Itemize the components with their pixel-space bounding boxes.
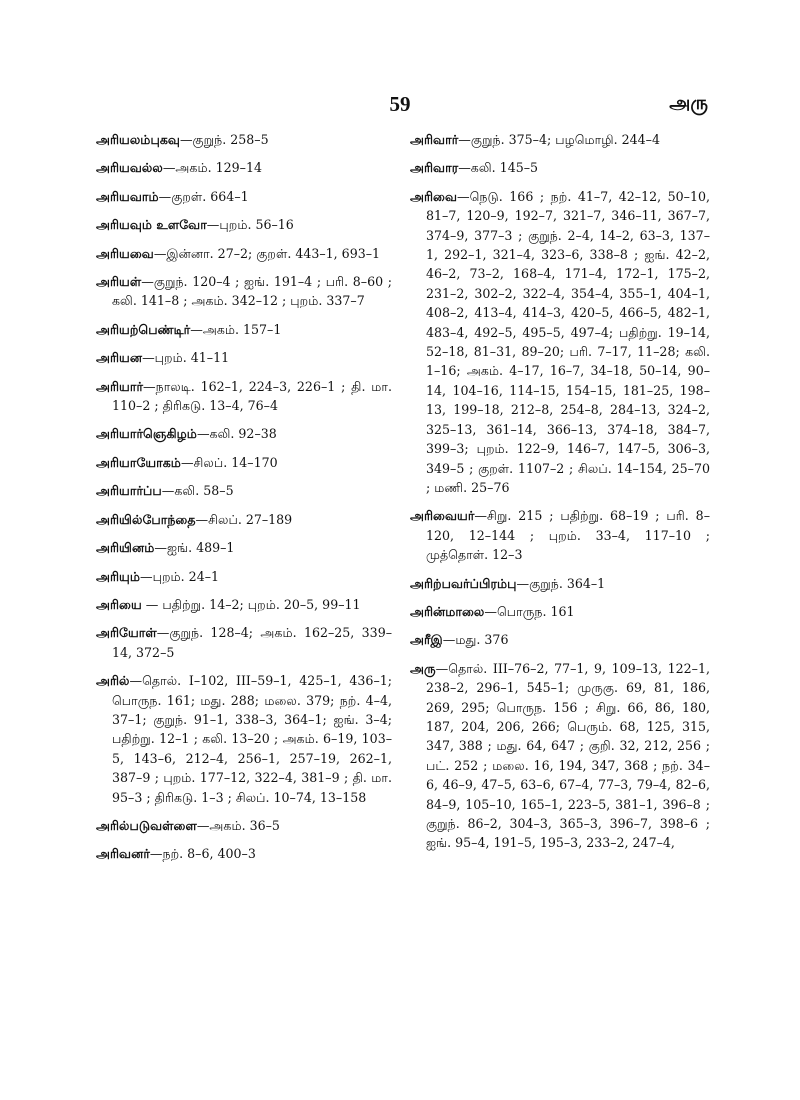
entry-references: —கலி. 58–5 — [161, 483, 234, 499]
entry-headword: அரிவார் — [410, 132, 459, 147]
index-entry — [96, 567, 392, 586]
entry-references: —சிறு. 215 ; பதிற்று. 68–19 ; பரி. 8–120, 12–144 ; புறம். 33–4, 117–10 ; முத்தொள். 12–3 — [426, 508, 710, 563]
entry-headword: அரியோள் — [96, 625, 157, 641]
right-column — [410, 130, 710, 862]
entry-references: —பொருந. 161 — [484, 603, 575, 619]
entry-references: —தொல். III–76–2, 77–1, 9, 109–13, 122–1, 238–2, 296–1, 545–1; முருகு. 69, 81, 186, 269, 295; பொருந. 156 ; சிறு. 66, 86, 180, 187, 204, 206, 266; பெரும். 68, 125, 315, 347, 388 ; மது. 64, 647 ; குறி. 32, 212, 256 ; பட். 252 ; மலை. 16, 194, 347, 368 ; நற். 34–6, 46–9, 47–5, 63–6, 67–4, 77–3, 79–4, 82–6, 84–9, 105–10, 165–1, 223–5, 381–1, 396–8 ; குறுந். 86–2, 304–3, 365–3, 396–7, 398–6 ; ஐங். 95–4, 191–5, 195–3, 233–2, 247–4, — [426, 660, 710, 851]
page-number: 59 — [389, 92, 411, 116]
entry-references: —கலி. 92–38 — [196, 426, 277, 442]
entry-headword: அரில்படுவள்ளை — [96, 817, 197, 833]
index-entry — [96, 595, 392, 614]
entry-references: —நெடு. 166 ; நற். 41–7, 42–12, 50–10, 81–7, 120–9, 192–7, 321–7, 346–11, 367–7, 374–9, 377–3 ; குறுந். 2–4, 14–2, 63–3, 137–1, 292–1, 321–4, 323–6, 338–8 ; ஐங். 42–2, 46–2, 73–2, 168–4, 171–4, 172–1, 175–2, 231–2, 302–2, 322–4, 354–4, 355–1, 404–1, 408–2, 413–4, 414–3, 420–5, 466–5, 482–1, 483–4, 492–5, 495–5, 497–4; பதிற்று. 19–14, 52–18, 81–31, 89–20; பரி. 7–17, 11–28; கலி. 1–16; அகம். 4–17, 16–7, 34–18, 50–14, 90–14, 104–16, 114–15, 154–15, 181–25, 198–13, 199–18, 212–8, 254–8, 284–13, 324–2, 325–13, 361–14, 366–13, 374–18, 384–7, 399–3; புறம். 122–9, 146–7, 147–5, 306–3, 349–5 ; குறள். 1107–2 ; சிலப். 14–154, 25–70 ; மணி. 25–76 — [426, 188, 710, 495]
index-entry — [96, 377, 392, 416]
entry-headword: அரியள் — [96, 274, 142, 290]
entry-headword: அரில் — [96, 673, 130, 689]
entry-references: — பதிற்று. 14–2; புறம். 20–5, 99–11 — [141, 596, 361, 612]
index-entry — [96, 481, 392, 500]
entry-references: —புறம். 41–11 — [142, 350, 230, 366]
index-entry — [410, 187, 710, 498]
entry-references: —புறம். 24–1 — [140, 568, 220, 584]
entry-references: —நாலடி. 162–1, 224–3, 226–1 ; தி. மா. 110–2 ; திரிகடு. 13–4, 76–4 — [112, 378, 392, 414]
index-entry — [96, 538, 392, 557]
entry-references: —குறுந். 128–4; அகம். 162–25, 339–14, 372–5 — [112, 625, 392, 660]
entry-headword: அரியவை — [96, 245, 154, 261]
entry-references: —இன்னா. 27–2; குறள். 443–1, 693–1 — [153, 245, 381, 261]
index-entry — [96, 215, 392, 234]
entry-headword: அரியவல்ல — [96, 160, 163, 176]
entry-references: —ஐங். 489–1 — [154, 540, 235, 556]
entry-references: —அகம். 129–14 — [162, 160, 262, 176]
entry-headword: அரியன — [96, 350, 143, 366]
index-entry — [96, 320, 392, 339]
entry-headword: அரியை — [96, 596, 142, 612]
entry-headword: அரிவனர் — [96, 846, 150, 862]
index-entry — [410, 158, 710, 177]
entry-references: —சிலப். 14–170 — [180, 454, 278, 470]
entry-references: —குறள். 664–1 — [158, 188, 249, 204]
running-head: அரு — [669, 92, 708, 114]
index-entry — [410, 659, 710, 853]
entry-references: —குறுந். 375–4; பழமொழி. 244–4 — [458, 132, 660, 147]
index-entry — [410, 574, 710, 593]
entry-references: —சிலப். 27–189 — [195, 511, 293, 527]
entry-headword: அரிவை — [410, 188, 458, 204]
entry-references: —தொல். I–102, III–59–1, 425–1, 436–1; பொருந. 161; மது. 288; மலை. 379; நற். 4–4, 37–1; குறுந். 91–1, 338–3, 364–1; ஐங். 3–4; பதிற்று. 12–1 ; கலி. 13–20 ; அகம். 6–19, 103–5, 143–6, 212–4, 256–1, 257–19, 262–1, 387–9 ; புறம். 177–12, 322–4, 381–9 ; தி. மா. 95–3 ; திரிகடு. 1–3 ; சிலப். 10–74, 13–158 — [112, 673, 392, 805]
index-entry — [96, 348, 392, 367]
entry-references: —குறுந். 120–4 ; ஐங். 191–4 ; பரி. 8–60 ; கலி. 141–8 ; அகம். 342–12 ; புறம். 337–7 — [112, 274, 392, 309]
left-column — [96, 130, 392, 873]
entry-headword: அரியவாம் — [96, 188, 159, 204]
index-entry — [410, 130, 710, 149]
entry-headword: அரிற்பவர்ப்பிரம்பு — [410, 575, 517, 591]
index-entry — [96, 130, 392, 149]
entry-headword: அரியார்ஞெகிழம் — [96, 426, 197, 442]
entry-headword: அரியற்பெண்டிர் — [96, 321, 191, 337]
entry-references: —குறுந். 364–1 — [516, 575, 606, 591]
index-entry — [96, 158, 392, 177]
entry-references: —நற். 8–6, 400–3 — [149, 846, 256, 862]
entry-headword: அரியில்போந்தை — [96, 511, 196, 527]
entry-references: —அகம். 36–5 — [196, 817, 280, 833]
index-entry — [96, 671, 392, 807]
entry-headword: அரு — [410, 660, 436, 676]
index-entry — [410, 506, 710, 564]
entry-headword: அரியலம்புகவு — [96, 132, 180, 147]
entry-headword: அரியவும் உளவோ — [96, 217, 207, 233]
index-entry — [96, 424, 392, 443]
entry-headword: அரிவார — [410, 160, 459, 176]
entry-references: —கலி. 145–5 — [458, 160, 539, 176]
index-entry — [96, 244, 392, 263]
index-entry — [96, 272, 392, 311]
index-entry — [96, 510, 392, 529]
entry-headword: அரின்மாலை — [410, 603, 485, 619]
entry-headword: அரியும் — [96, 568, 140, 584]
entry-references: —குறுந். 258–5 — [179, 132, 269, 147]
index-entry — [96, 623, 392, 662]
entry-headword: அரியார் — [96, 378, 144, 394]
entry-headword: அரியார்ப்ப — [96, 483, 162, 499]
entry-headword: அரிவையர் — [410, 508, 475, 524]
index-entry — [96, 844, 392, 863]
entry-references: —புறம். 56–16 — [206, 217, 294, 233]
entry-headword: அரியினம் — [96, 540, 155, 556]
index-entry — [96, 816, 392, 835]
index-entry — [96, 187, 392, 206]
index-entry — [410, 630, 710, 649]
entry-references: —அகம். 157–1 — [190, 321, 282, 337]
entry-headword: அரீஇ — [410, 632, 443, 648]
index-entry — [96, 453, 392, 472]
entry-headword: அரியாயோகம் — [96, 454, 181, 470]
index-entry — [410, 602, 710, 621]
entry-references: —மது. 376 — [442, 632, 509, 648]
